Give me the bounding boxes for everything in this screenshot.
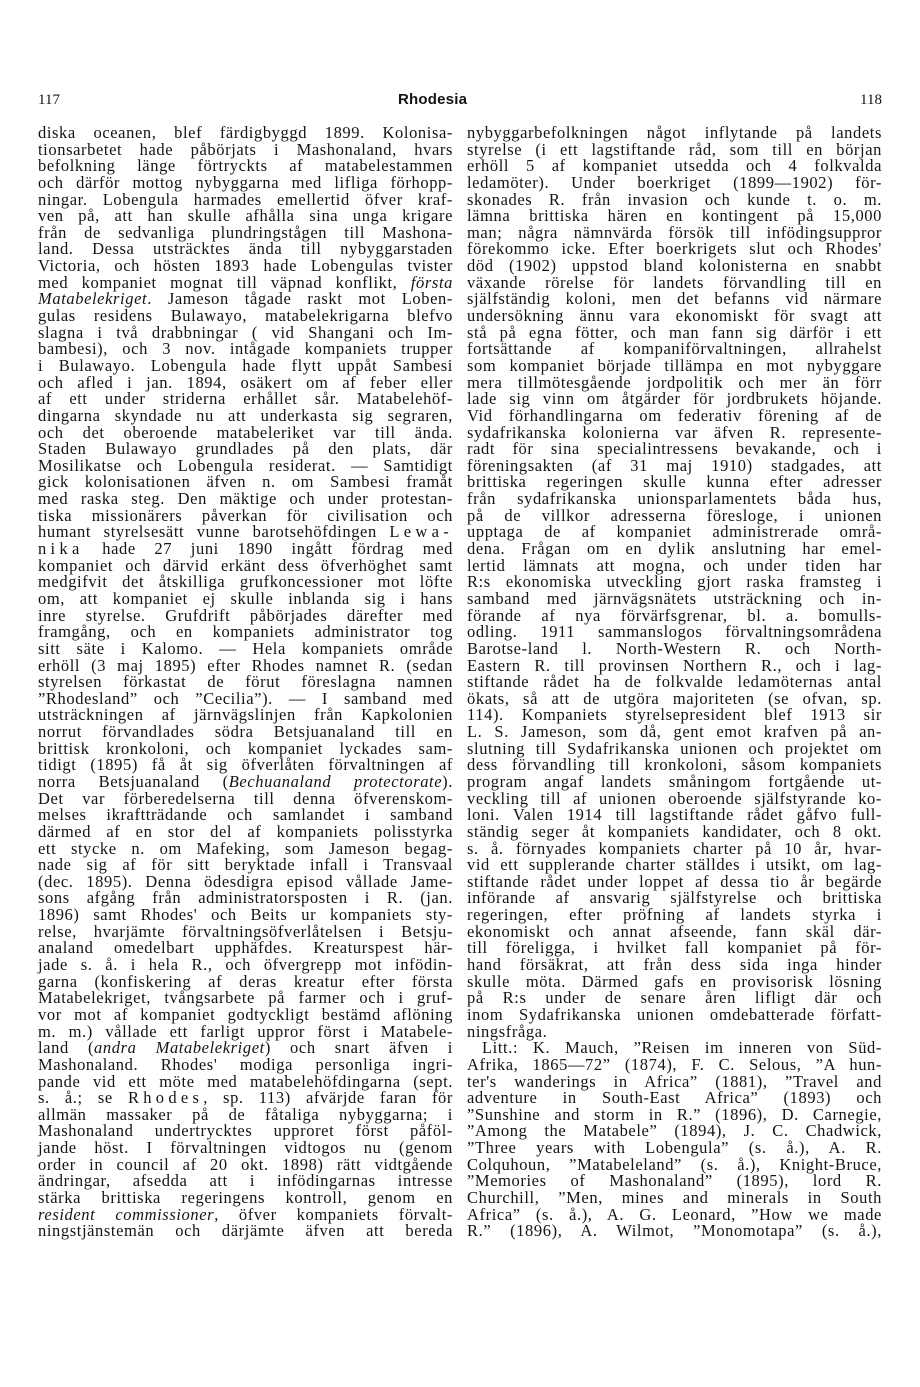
text-segment: framgång, och en kompaniets administrator tog: [38, 622, 453, 642]
text-segment: på de villkor adresserna föresloge, i unionen: [467, 505, 882, 525]
text-segment: Afrika, 1865—72” (1874), F. C. Selous, ”A hun-: [467, 1054, 882, 1074]
left-column: [38, 125, 453, 1240]
text-segment: s. å. förnyades kompaniets charter på 10 år, hvar-: [467, 838, 882, 858]
text-segment: växande rörelse för landets förvandling till en: [467, 272, 882, 292]
text-segment: jade s. å. i hela R., och öfvergrepp mot infödin-: [38, 955, 453, 975]
running-title: Rhodesia: [398, 91, 468, 108]
text-segment: ett stycke n. om Mafeking, som Jameson begag-: [38, 838, 453, 858]
text-segment: Barotse-land l. North-Western R. och North-: [467, 638, 882, 658]
text-segment: Mashonaland. Rhodes' modiga personliga ingri-: [38, 1054, 453, 1074]
text-segment: mera tillmötesgående jordpolitik och mer än förr: [467, 372, 882, 392]
text-segment: brittiska regeringen skulle kunna efter adresser: [467, 472, 882, 492]
spaced-text: Lewa-: [389, 522, 453, 542]
text-line: [38, 1223, 453, 1240]
text-segment: jande höst. I förvaltningen vidtogos nu (genom: [38, 1138, 453, 1158]
text-segment: ) och snart äfven i: [264, 1038, 453, 1058]
text-segment: upptaga de af kompaniet administrerade områ-: [467, 522, 882, 542]
text-segment: (dec. 1895). Denna ödesdigra episod vållade Jame-: [38, 871, 453, 891]
text-segment: bambesi), och 3 nov. intågade kompaniets trupper: [38, 339, 453, 359]
text-segment: på R:s under de senare åren lifligt där och: [467, 988, 882, 1008]
text-segment: . Jameson tågade raskt mot Loben-: [147, 289, 453, 309]
text-segment: program angaf landets småningom fortgående ut-: [467, 771, 882, 791]
text-segment: ningsfråga.: [467, 1021, 548, 1041]
text-segment: samband med järnvägsnätets utsträckning och in-: [467, 588, 882, 608]
text-segment: och det oberoende matabeleriket var till ända.: [38, 422, 453, 442]
text-segment: tionsarbetet hade påbörjats i Mashonaland, hvars: [38, 139, 453, 159]
italic-text: första: [410, 272, 453, 292]
text-segment: s. å.; se: [38, 1088, 128, 1108]
text-segment: från sydafrikanska unionsparlamentets båda hus,: [467, 489, 882, 509]
text-segment: stärka brittiska regeringens kontroll, genom en: [38, 1188, 453, 1207]
text-segment: dingarna skyndade nu att underkasta sig segraren,: [38, 405, 453, 425]
text-segment: ter's wanderings in Africa” (1881), ”Travel and: [467, 1071, 882, 1091]
text-segment: sons afgång från administratorsposten i R. (jan.: [38, 888, 453, 908]
text-segment: vid ett supplerande charter ställdes i utsikt, om lag-: [467, 855, 882, 875]
text-segment: som kompaniet började tillämpa en mot nybyggare: [467, 355, 882, 375]
text-segment: lertid lämnats att mogna, och under tiden har: [467, 555, 882, 575]
text-segment: radt för sina specialintressens bevakande, och i: [467, 439, 882, 459]
text-segment: till föreligga, i hvilket fall kompaniet på för-: [467, 938, 882, 958]
text-segment: Victoria, och hösten 1893 hade Lobengulas tvister: [38, 256, 453, 276]
text-segment: medgifvit det åtskilliga grufkoncessioner mot löfte: [38, 572, 453, 592]
text-segment: Eastern R. till provinsen Northern R., och i lag-: [467, 655, 882, 675]
paragraph: [467, 1040, 882, 1240]
text-segment: inre styrelse. Grufdrift påbörjades därefter med: [38, 605, 453, 625]
text-segment: gulas residens Bulawayo, matabelekrigarna blefvo: [38, 306, 453, 326]
text-segment: tidigt (1895) få åt sig öfverlåten förvaltningen af: [38, 755, 453, 775]
spaced-text: Rhodes: [127, 1088, 204, 1108]
text-segment: sitt säte i Kalomo. — Hela kompaniets område: [38, 638, 453, 658]
text-segment: nybyggarbefolkningen något inflytande på landets: [467, 123, 882, 142]
text-segment: Colquhoun, ”Matabeleland” (s. å.), Knight-Bruce,: [467, 1154, 882, 1174]
text-segment: ningstjänstemän och därjämte äfven att bereda: [38, 1221, 453, 1241]
text-segment: Vid förhandlingarna om federativ förening af de: [467, 405, 882, 425]
italic-text: Matabelekriget: [38, 289, 148, 309]
text-segment: ”Three years with Lobengula” (s. å.), A. R.: [467, 1138, 882, 1158]
text-segment: lämna brittiska hären en kontingent på 15,000: [467, 206, 882, 226]
text-segment: erhöll 5 af kompaniet utsedda och 4 folkvalda: [467, 156, 882, 176]
text-segment: sydafrikanska kolonierna var äfven R. represente-: [467, 422, 882, 442]
text-segment: erhöll (3 maj 1895) efter Rhodes namnet R. (sedan: [38, 655, 453, 675]
text-segment: ven på, att han skulle afhålla sina unga krigare: [38, 206, 453, 226]
text-segment: stiftande rådet ha de folkvalde ledamöternas antal: [467, 672, 882, 692]
text-segment: pande vid ett möte med matabelehöfdingarna (sept.: [38, 1071, 453, 1091]
text-segment: R.” (1896), A. Wilmot, ”Monomotapa” (s. å.),: [467, 1221, 882, 1241]
text-segment: vor mot af kompaniet godtyckligt bestämd aflöning: [38, 1004, 453, 1024]
text-segment: lade sig vinn om åtgärder för jordbrukets höjande.: [467, 389, 882, 409]
text-segment: allmän massaker på de fåtaliga nybyggarna; i: [38, 1104, 453, 1124]
page-number-left: 117: [38, 92, 60, 108]
text-segment: själfständig koloni, men det befanns vid närmare: [467, 289, 882, 309]
text-segment: humant styrelsesätt vunne barotsehöfdingen: [38, 522, 390, 542]
text-segment: odling. 1911 sammanslogos förvaltningsområdena: [467, 622, 882, 642]
text-segment: ändringar, afsedda att i infödingarnas intresse: [38, 1171, 453, 1191]
text-segment: kompaniet och därvid erkänt dess öfverhöghet samt: [38, 555, 453, 575]
text-segment: Staden Bulawayo grundlades på den plats, där: [38, 439, 453, 459]
text-segment: diska oceanen, blef färdigbyggd 1899. Kolonisa-: [38, 123, 453, 142]
text-segment: Churchill, ”Men, mines and minerals in South: [467, 1188, 882, 1207]
text-segment: ”Sunshine and storm in R.” (1896), D. Carnegie,: [467, 1104, 882, 1124]
text-segment: föreningsakten (af 31 maj 1910) stadgades, att: [467, 455, 882, 475]
spaced-text: nika: [38, 539, 84, 559]
text-segment: ”Among the Matabele” (1894), J. C. Chadwick,: [467, 1121, 882, 1141]
text-segment: Litt.: K. Mauch, ”Reisen im inneren von Süd-: [482, 1038, 882, 1058]
text-segment: m. m.) vållade ett farligt uppror först i Matabele-: [38, 1021, 453, 1041]
text-segment: norrut förvandlades södra Betsjuanaland till en: [38, 722, 453, 742]
text-segment: tiska missionärers påverkan för civilisation och: [38, 505, 453, 525]
text-segment: gick kolonisationen äfven n. om Sambesi framåt: [38, 472, 453, 492]
text-segment: Africa” (s. å.), A. G. Leonard, ”How we made: [467, 1204, 882, 1224]
text-segment: skulle möta. Därmed gafs en provisorisk lösning: [467, 971, 882, 991]
text-segment: norra Betsjuanaland (: [38, 771, 229, 791]
text-segment: införande af ansvarig själfstyrelse och brittiska: [467, 888, 882, 908]
text-segment: 1896) samt Rhodes' och Beits ur kompaniets sty-: [38, 905, 453, 925]
text-segment: ständig seger åt kompaniets kandidater, och 8 okt.: [467, 821, 882, 841]
text-segment: brittisk kronkoloni, och kompaniet lyckades sam-: [38, 738, 453, 758]
italic-text: andra Matabelekriget: [94, 1038, 265, 1058]
text-segment: ningar. Lobengula harmades emellertid öfver kraf-: [38, 189, 453, 209]
text-segment: , öfver kompaniets förvalt-: [214, 1204, 453, 1224]
text-segment: ”Rhodesland” och ”Cecilia”). — I samband med: [38, 688, 453, 708]
text-segment: styrelse (i ett lagstiftande råd, som till en början: [467, 139, 882, 159]
text-segment: dena. Frågan om en dylik anslutning har emel-: [467, 539, 882, 559]
text-segment: i Bulawayo. Lobengula hade flytt uppåt Sambesi: [38, 355, 453, 375]
text-segment: befolkning länge förtryckts af matabelestammen: [38, 156, 453, 176]
text-segment: stiftande rådet under loppet af dessa tio år begärde: [467, 871, 882, 891]
text-segment: med raska steg. Den mäktige och under protestan-: [38, 489, 453, 509]
paragraph: [38, 125, 453, 1240]
text-segment: om, att kompaniet ej skulle inblanda sig i hans: [38, 588, 453, 608]
text-segment: loni. Valen 1914 till lagstiftande rådet gåfvo full-: [467, 805, 882, 825]
text-segment: garna (konfiskering af deras kreatur efter första: [38, 971, 453, 991]
italic-text: Bechuanaland protectorate: [228, 771, 443, 791]
text-segment: af ett under striderna erhållet sår. Matabelehöf-: [38, 389, 453, 409]
paragraph: [467, 125, 882, 1040]
text-segment: man; några nämnvärda försök till infödingsuppror: [467, 222, 882, 242]
italic-text: resident commissioner: [38, 1204, 215, 1224]
text-segment: stå på egna fötter, och man fann sig därför i ett: [467, 322, 882, 342]
text-segment: 114). Kompaniets styrelsepresident blef 1913 sir: [467, 705, 882, 725]
text-line: [467, 1223, 882, 1240]
text-segment: adventure in South-East Africa” (1893) och: [467, 1088, 882, 1108]
text-segment: styrelsen förkastat de förut föreslagna namnen: [38, 672, 453, 692]
text-segment: hade 27 juni 1890 ingått fördrag med: [83, 539, 453, 559]
text-segment: land (: [38, 1038, 95, 1058]
text-segment: slagna i två drabbningar ( vid Shangani och Im-: [38, 322, 453, 342]
text-segment: slutning till Sydafrikanska unionen och projektet om: [467, 738, 882, 758]
text-segment: R:s ekonomiska utveckling gjort raska framsteg i: [467, 572, 882, 592]
text-segment: relse, hvarjämte förvaltningsöfverlåtelsen i Betsju-: [38, 921, 453, 941]
text-segment: Matabelekriget, tvångsarbete på farmer och i gruf-: [38, 988, 453, 1008]
text-segment: inom Sydafrikanska unionen omdebatterade författ-: [467, 1004, 882, 1024]
text-segment: från de sedvanliga plundringstågen till Mashona-: [38, 222, 453, 242]
text-segment: och afled i jan. 1894, osäkert om af feber eller: [38, 372, 453, 392]
text-segment: Mashonaland undertrycktes upproret först påföl-: [38, 1121, 453, 1141]
text-segment: hand försäkrat, att från dess sida inga hinder: [467, 955, 882, 975]
text-segment: L. S. Jameson, som då, gent emot krafven på an-: [467, 722, 882, 742]
text-segment: med kompaniet mognat till väpnad konflikt,: [38, 272, 411, 292]
text-segment: regeringen, efter pröfning af landets styrka i: [467, 905, 882, 925]
text-segment: dess förvandling till kronkoloni, såsom kompaniets: [467, 755, 882, 775]
page-number-right: 118: [860, 92, 882, 108]
text-segment: ).: [442, 771, 453, 791]
text-segment: ledamöter). Under boerkriget (1899—1902) för-: [467, 172, 882, 192]
text-segment: därmed af en stor del af kompaniets polisstyrka: [38, 821, 453, 841]
text-segment: förande af nya förvärfsgrenar, bl. a. bomulls-: [467, 605, 882, 625]
text-segment: order in council af 20 okt. 1898) rätt vidtgående: [38, 1154, 453, 1174]
text-segment: melses ikraftträdande och samlandet i samband: [38, 805, 453, 825]
text-segment: , sp. 113) afvärjde faran för: [203, 1088, 453, 1108]
text-segment: och därför mottog nybyggarna med lifliga förhopp-: [38, 172, 453, 192]
text-segment: förekommo icke. Efter boerkrigets slut och Rhodes': [467, 239, 882, 259]
text-segment: analand omedelbart upphäfdes. Kreaturspest här-: [38, 938, 453, 958]
text-segment: Det var förberedelserna till denna öfverenskom-: [38, 788, 453, 808]
text-segment: död (1902) uppstod bland kolonisterna en snabbt: [467, 256, 882, 276]
text-segment: ”Memories of Mashonaland” (1895), lord R.: [467, 1171, 882, 1191]
text-segment: veckling till af unionen oberoende själfstyrande ko-: [467, 788, 882, 808]
text-segment: Mosilikatse och Lobengula residerat. — Samtidigt: [38, 455, 453, 475]
text-segment: nade sig af för sitt beryktade infall i Transvaal: [38, 855, 453, 875]
text-segment: ekonomiskt och annat afseende, fann skäl där-: [467, 921, 882, 941]
text-segment: land. Dessa utsträcktes ända till nybyggarstaden: [38, 239, 453, 259]
right-column: [467, 125, 882, 1240]
text-segment: fortsättande af kompaniförvaltningen, allrahelst: [467, 339, 882, 359]
text-segment: utsträckningen af järnvägslinjen från Kapkolonien: [38, 705, 453, 725]
text-segment: ökats, så att de utgöra majoriteten (se ofvan, sp.: [467, 688, 882, 708]
text-segment: undersökning ännu vara ekonomiskt för svagt att: [467, 306, 882, 326]
text-segment: skonades R. från invasion och kunde t. o. m.: [467, 189, 882, 209]
